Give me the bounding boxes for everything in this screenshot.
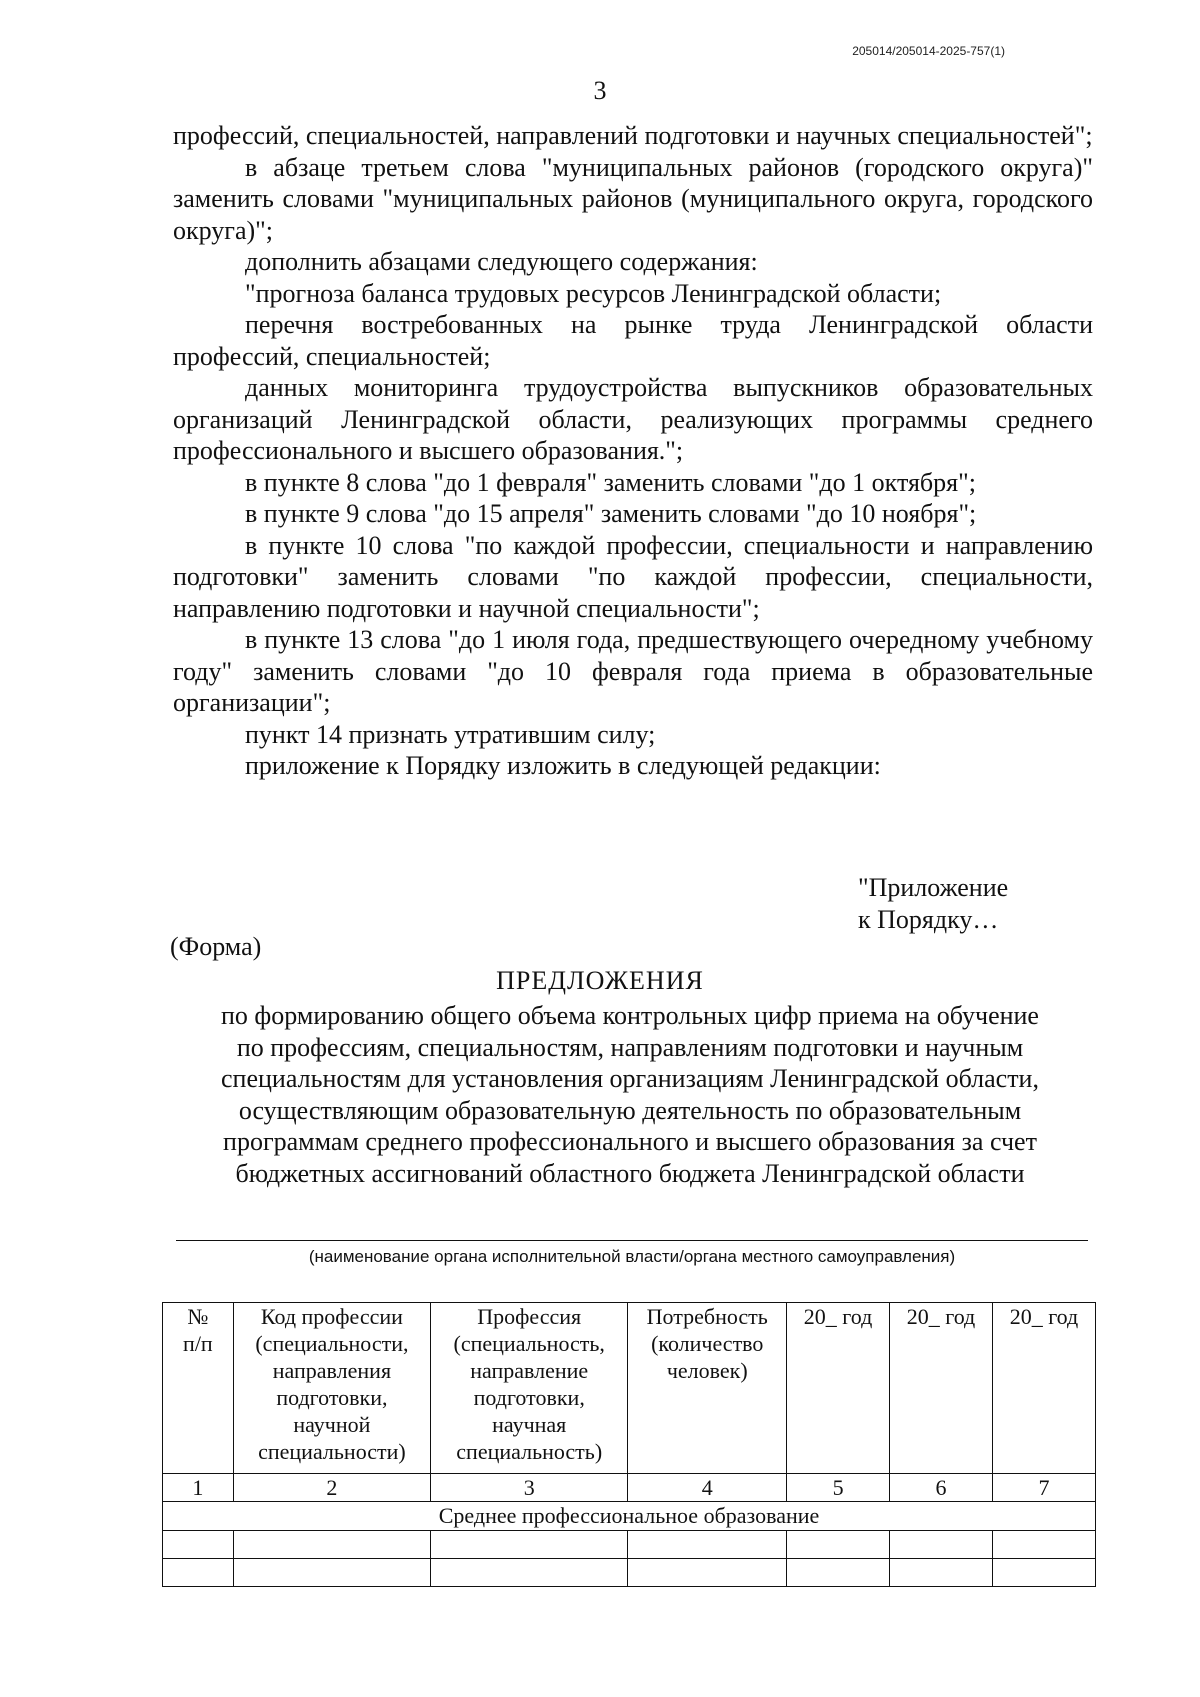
subtitle-line: осуществляющим образовательную деятельность по образовательным [238, 1095, 1022, 1125]
signature-caption: (наименование органа исполнительной власти/органа местного самоуправления) [308, 1247, 956, 1266]
body-paragraph: "прогноза баланса трудовых ресурсов Ленинградской области; [245, 278, 942, 308]
table-cell [890, 1531, 993, 1559]
table-header-cell [628, 1303, 787, 1474]
body-paragraph: перечня востребованных на рынке труда Ленинградской области профессий, специальностей; [173, 310, 1093, 371]
table-cell [233, 1559, 430, 1587]
table-row [163, 1559, 1096, 1587]
table-header-row [163, 1303, 1096, 1474]
table-header-text: Профессия [477, 1304, 582, 1329]
table-header-text: (специальности, [255, 1331, 409, 1356]
document-subtitle [150, 1000, 1110, 1189]
proposals-table [162, 1302, 1096, 1587]
annex-line-2: к Порядку… [858, 904, 999, 934]
table-header-cell [787, 1303, 890, 1474]
body-paragraph: в абзаце третьем слова "муниципальных районов (городского округа)" заменить словами "муниципальных районов (муниципального округа, городского округа)"; [173, 152, 1093, 245]
table-header-text: человек) [666, 1358, 748, 1383]
table-header-cell [431, 1303, 628, 1474]
document-title: ПРЕДЛОЖЕНИЯ [496, 966, 704, 995]
column-number-cell: 1 [163, 1474, 234, 1502]
body-text [173, 120, 1093, 782]
table-header-text: 20_ год [1009, 1304, 1079, 1329]
column-number-cell: 3 [431, 1474, 628, 1502]
annex-line-1: "Приложение [858, 873, 1009, 902]
table-header-text: 20_ год [803, 1304, 873, 1329]
table-cell [431, 1531, 628, 1559]
table-cell [787, 1559, 890, 1587]
page-number: 3 [593, 76, 607, 105]
column-number-cell: 6 [890, 1474, 993, 1502]
table-column-numbers-row [163, 1474, 1096, 1502]
subtitle-line: по профессиям, специальностям, направлениям подготовки и научным [236, 1032, 1024, 1062]
subtitle-line: специальностям для установления организациям Ленинградской области, [221, 1064, 1039, 1093]
table-cell [992, 1531, 1095, 1559]
body-paragraph: в пункте 13 слова "до 1 июля года, предшествующего очередному учебному году" заменить словами "до 10 февраля года приема в образовательные организации"; [173, 625, 1093, 717]
table-header-cell [890, 1303, 993, 1474]
table-row [163, 1531, 1096, 1559]
table-header-text: (специальность, [453, 1331, 605, 1356]
subtitle-line: программам среднего профессионального и высшего образования за счет [223, 1127, 1037, 1156]
body-paragraph: в пункте 8 слова "до 1 февраля" заменить словами "до 1 октября"; [245, 467, 976, 497]
subtitle-line: бюджетных ассигнований областного бюджета Ленинградской области [235, 1158, 1025, 1188]
table-header-text: п/п [183, 1331, 213, 1356]
column-number-cell: 4 [628, 1474, 787, 1502]
table-header-text: подготовки, [473, 1385, 585, 1410]
document-id: 205014/205014-2025-757(1) [852, 44, 1005, 58]
table-cell [992, 1559, 1095, 1587]
body-paragraph: в пункте 9 слова "до 15 апреля" заменить словами "до 10 ноября"; [245, 499, 977, 528]
table-cell [787, 1531, 890, 1559]
table-header-text: Код профессии [260, 1304, 403, 1329]
table-cell [628, 1531, 787, 1559]
subtitle-line: по формированию общего объема контрольных цифр приема на обучение [221, 1001, 1039, 1030]
section-title-cell: Среднее профессиональное образование [163, 1502, 1096, 1531]
body-paragraph: в пункте 10 слова "по каждой профессии, специальности и направлению подготовки" заменить словами "по каждой профессии, специальности, направлению подготовки и научной специальности"; [173, 530, 1093, 623]
column-number-cell: 5 [787, 1474, 890, 1502]
body-paragraph: пункт 14 признать утратившим силу; [245, 719, 656, 749]
table-header-text: направление [470, 1358, 589, 1383]
table-header-cell [163, 1303, 234, 1474]
body-paragraph: данных мониторинга трудоустройства выпускников образовательных организаций Ленинградской области, реализующих программы среднего профессионального и высшего образования."; [173, 373, 1093, 465]
table-header-text: специальность) [456, 1439, 603, 1464]
table-section-row [163, 1502, 1096, 1531]
table-header-cell [233, 1303, 430, 1474]
column-number-cell: 2 [233, 1474, 430, 1502]
annex-reference [858, 872, 1088, 935]
table-header-cell [992, 1303, 1095, 1474]
table-header-text: научной [293, 1412, 371, 1437]
table-cell [431, 1559, 628, 1587]
table-header-text: Потребность [646, 1304, 768, 1329]
table-header-text: 20_ год [906, 1304, 976, 1329]
table-cell [233, 1531, 430, 1559]
table-header-text: подготовки, [276, 1385, 388, 1410]
body-paragraph: дополнить абзацами следующего содержания: [245, 247, 758, 276]
table-header-text: (количество [651, 1331, 764, 1356]
body-paragraph: профессий, специальностей, направлений подготовки и научных специальностей"; [173, 121, 1093, 150]
table-cell [890, 1559, 993, 1587]
table-header-text: специальности) [258, 1439, 406, 1464]
table-cell [163, 1531, 234, 1559]
body-paragraph: приложение к Порядку изложить в следующей редакции: [245, 751, 881, 780]
table-header-text: научная [492, 1412, 567, 1437]
table-header-text: № [187, 1304, 209, 1329]
table-header-text: направления [272, 1358, 392, 1383]
form-label: (Форма) [170, 932, 262, 961]
signature-line [176, 1240, 1088, 1241]
table-cell [163, 1559, 234, 1587]
table-cell [628, 1559, 787, 1587]
column-number-cell: 7 [992, 1474, 1095, 1502]
